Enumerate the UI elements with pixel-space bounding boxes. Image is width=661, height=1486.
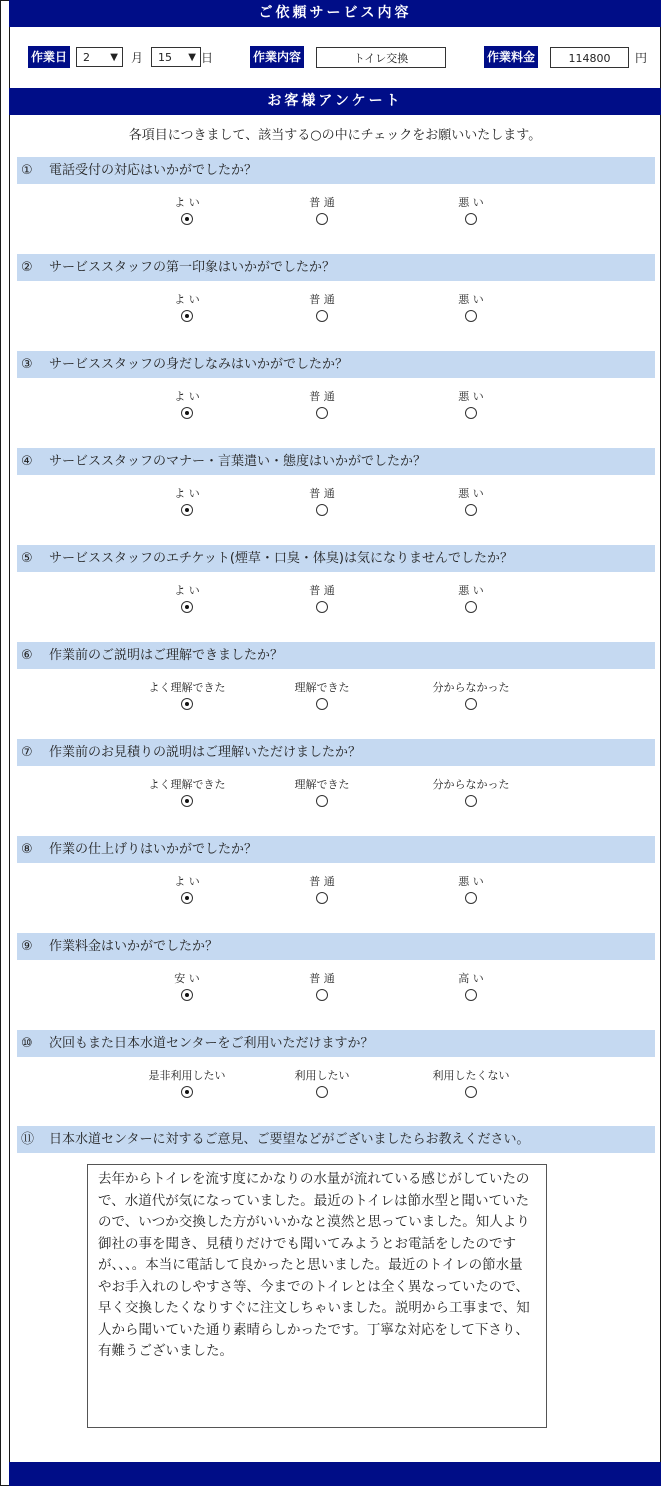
answer-option[interactable] (401, 777, 541, 810)
question-number: ⑪ (21, 1132, 35, 1147)
answer-option[interactable] (401, 195, 541, 228)
answer-option[interactable] (401, 680, 541, 713)
question-8 (17, 836, 655, 863)
radio-button[interactable] (465, 407, 477, 419)
radio-button[interactable] (316, 698, 328, 710)
radio-button[interactable] (316, 989, 328, 1001)
content-label: 作業内容 (250, 46, 304, 68)
day-unit: 日 (201, 51, 214, 65)
answer-option[interactable] (252, 777, 392, 810)
month-value: 2 (83, 51, 90, 64)
answer-option[interactable] (252, 195, 392, 228)
footer-bar (9, 1462, 661, 1486)
option-label: 普 通 (309, 487, 335, 500)
question-9 (17, 933, 655, 960)
radio-button[interactable] (316, 892, 328, 904)
answer-option[interactable] (117, 1068, 257, 1101)
radio-button[interactable] (181, 310, 193, 322)
question-number: ④ (21, 454, 33, 469)
question-number: ③ (21, 357, 33, 372)
option-label: 理解できた (294, 681, 350, 694)
radio-button[interactable] (316, 1086, 328, 1098)
option-label: 悪 い (458, 196, 484, 209)
month-unit: 月 (131, 51, 144, 65)
question-10 (17, 1030, 655, 1057)
answer-option[interactable] (401, 1068, 541, 1101)
question-text: 作業料金はいかがでしたか？ (49, 939, 219, 954)
answer-option[interactable] (117, 971, 257, 1004)
radio-button[interactable] (465, 310, 477, 322)
option-label: よ い (174, 875, 200, 888)
question-2 (17, 254, 655, 281)
answer-option[interactable] (117, 195, 257, 228)
answer-option[interactable] (401, 389, 541, 422)
question-6 (17, 642, 655, 669)
question-text: サービススタッフの第一印象はいかがでしたか？ (49, 260, 336, 275)
radio-button[interactable] (316, 407, 328, 419)
date-label: 作業日 (28, 46, 70, 68)
radio-button[interactable] (465, 504, 477, 516)
radio-button[interactable] (316, 310, 328, 322)
question-7 (17, 739, 655, 766)
option-label: 普 通 (309, 584, 335, 597)
option-label: 普 通 (309, 293, 335, 306)
radio-button[interactable] (316, 213, 328, 225)
radio-button[interactable] (316, 795, 328, 807)
radio-button[interactable] (181, 698, 193, 710)
question-number: ⑨ (21, 939, 33, 954)
question-1 (17, 157, 655, 184)
answer-option[interactable] (401, 874, 541, 907)
left-border (9, 27, 10, 1462)
option-label: 分からなかった (432, 778, 510, 791)
option-label: 安 い (174, 972, 200, 985)
answer-option[interactable] (117, 777, 257, 810)
option-label: 是非利用したい (148, 1069, 226, 1082)
answer-option[interactable] (117, 292, 257, 325)
answer-option[interactable] (401, 583, 541, 616)
question-3 (17, 351, 655, 378)
option-label: よ い (174, 196, 200, 209)
question-text: サービススタッフのマナー・言葉遣い・態度はいかがでしたか？ (49, 454, 427, 469)
option-label: 分からなかった (432, 681, 510, 694)
radio-button[interactable] (181, 504, 193, 516)
option-label: 普 通 (309, 390, 335, 403)
month-select[interactable] (76, 47, 123, 67)
radio-button[interactable] (465, 989, 477, 1001)
option-label: よ い (174, 584, 200, 597)
answer-option[interactable] (252, 680, 392, 713)
option-label: 悪 い (458, 390, 484, 403)
chevron-down-icon: ▼ (188, 52, 196, 63)
fee-unit: 円 (635, 51, 648, 65)
answer-option[interactable] (252, 971, 392, 1004)
question-11 (17, 1126, 655, 1153)
radio-button[interactable] (465, 892, 477, 904)
question-5 (17, 545, 655, 572)
fee-field[interactable]: 114800 (550, 47, 629, 68)
question-number: ⑩ (21, 1036, 33, 1051)
question-number: ⑧ (21, 842, 33, 857)
comment-textarea[interactable]: 去年からトイレを流す度にかなりの水量が流れている感じがしていたので、水道代が気になっていました。最近のトイレは節水型と聞いていたので、いつか交換した方がいいかなと漠然と思っていました。知人より御社の事を聞き、見積りだけでも聞いてみようとお電話をしたのですが、、、。本当に電話して良かったと思いました。最近のトイレの節水量やお手入れのしやすさ等、今までのトイレとは全く異なっていたので、早く交換したくなりすぐに注文しちゃいました。説明から工事まで、知人から聞いていた通り素晴らしかったです。丁寧な対応をして下さり、有難うございました。 (87, 1164, 547, 1428)
answer-option[interactable] (117, 486, 257, 519)
question-text: 作業前のお見積りの説明はご理解いただけましたか？ (49, 745, 362, 760)
option-label: 理解できた (294, 778, 350, 791)
question-4 (17, 448, 655, 475)
question-number: ② (21, 260, 33, 275)
option-label: 利用したくない (432, 1069, 510, 1082)
question-number: ⑤ (21, 551, 33, 566)
radio-button[interactable] (181, 1086, 193, 1098)
question-number: ① (21, 163, 33, 178)
radio-button[interactable] (465, 213, 477, 225)
day-select[interactable] (151, 47, 201, 67)
answer-option[interactable] (117, 389, 257, 422)
option-label: よ い (174, 390, 200, 403)
day-value: 15 (158, 51, 172, 64)
question-number: ⑦ (21, 745, 33, 760)
content-field[interactable]: トイレ交換 (316, 47, 446, 68)
option-label: 悪 い (458, 293, 484, 306)
radio-button[interactable] (181, 213, 193, 225)
radio-button[interactable] (316, 601, 328, 613)
radio-button[interactable] (181, 795, 193, 807)
option-label: よ い (174, 487, 200, 500)
answer-option[interactable] (252, 583, 392, 616)
answer-option[interactable] (252, 292, 392, 325)
radio-button[interactable] (465, 1086, 477, 1098)
question-number: ⑥ (21, 648, 33, 663)
radio-button[interactable] (465, 698, 477, 710)
survey-header: お客様アンケート (9, 88, 661, 115)
option-label: よく理解できた (148, 778, 226, 791)
answer-option[interactable] (117, 680, 257, 713)
question-text: 電話受付の対応はいかがでしたか？ (49, 163, 258, 178)
answer-option[interactable] (117, 583, 257, 616)
option-label: 利用したい (294, 1069, 350, 1082)
option-label: 高 い (458, 972, 484, 985)
fee-label: 作業料金 (484, 46, 538, 68)
answer-option[interactable] (252, 486, 392, 519)
option-label: 普 通 (309, 875, 335, 888)
question-text: 作業前のご説明はご理解できましたか？ (49, 648, 284, 663)
answer-option[interactable] (252, 1068, 392, 1101)
question-text: サービススタッフの身だしなみはいかがでしたか？ (49, 357, 349, 372)
question-text: 作業の仕上げりはいかがでしたか？ (49, 842, 258, 857)
service-header: ご依頼サービス内容 (9, 0, 661, 27)
answer-option[interactable] (252, 389, 392, 422)
option-label: 普 通 (309, 972, 335, 985)
answer-option[interactable] (117, 874, 257, 907)
option-label: 悪 い (458, 875, 484, 888)
answer-option[interactable] (401, 971, 541, 1004)
chevron-down-icon: ▼ (110, 52, 118, 63)
answer-option[interactable] (252, 874, 392, 907)
question-text: 日本水道センターに対するご意見、ご要望などがございましたらお教えください。 (49, 1132, 530, 1147)
option-label: 普 通 (309, 196, 335, 209)
option-label: よく理解できた (148, 681, 226, 694)
radio-button[interactable] (181, 989, 193, 1001)
radio-button[interactable] (181, 407, 193, 419)
answer-option[interactable] (401, 292, 541, 325)
radio-button[interactable] (465, 601, 477, 613)
radio-button[interactable] (181, 892, 193, 904)
radio-button[interactable] (181, 601, 193, 613)
option-label: 悪 い (458, 584, 484, 597)
radio-button[interactable] (465, 795, 477, 807)
survey-intro: 各項目につきまして、該当する○の中にチェックをお願いいたします。 (128, 128, 542, 143)
question-text: 次回もまた日本水道センターをご利用いただけますか？ (49, 1036, 374, 1051)
option-label: 悪 い (458, 487, 484, 500)
radio-button[interactable] (316, 504, 328, 516)
option-label: よ い (174, 293, 200, 306)
answer-option[interactable] (401, 486, 541, 519)
question-text: サービススタッフのエチケット(煙草・口臭・体臭)は気になりませんでしたか？ (49, 551, 513, 566)
